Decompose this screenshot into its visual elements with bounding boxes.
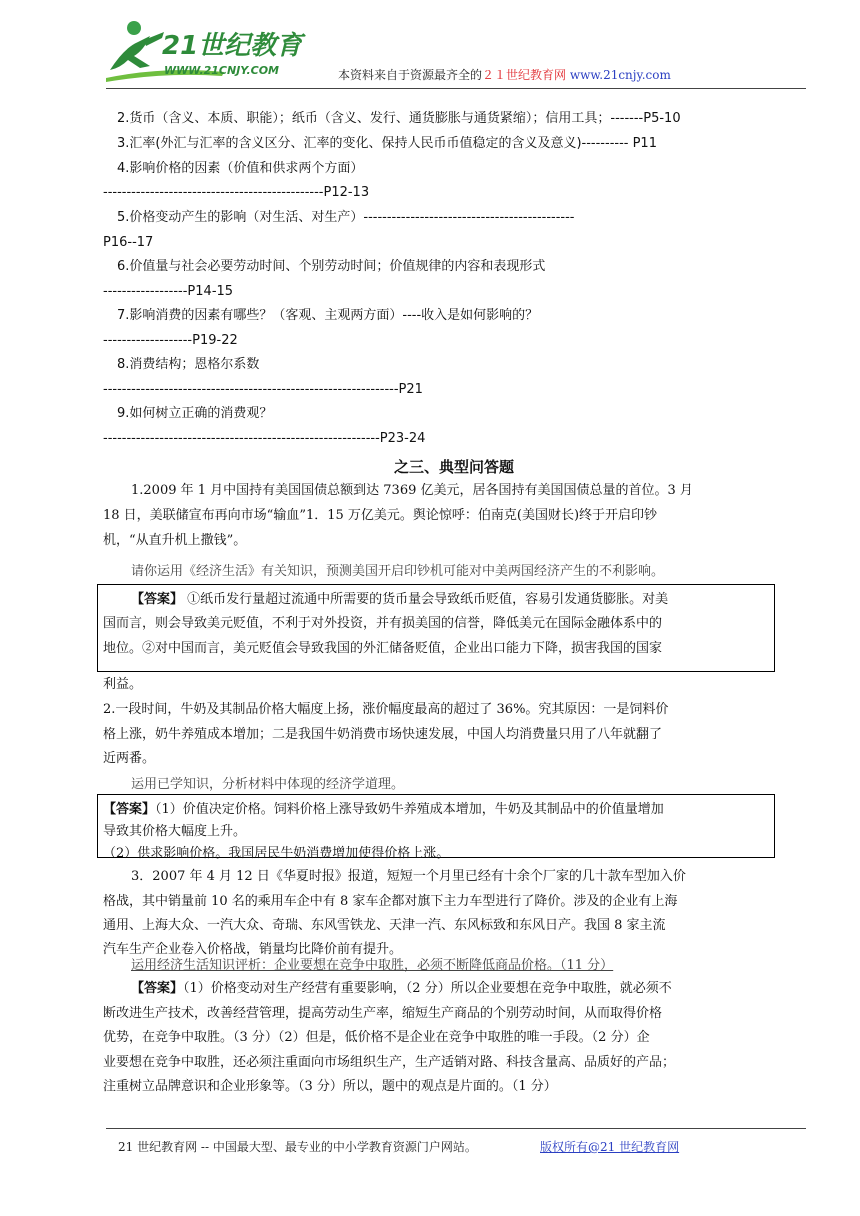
footer-site-description: 21 世纪教育网 -- 中国最大型、最专业的中小学教育资源门户网站。	[118, 1140, 477, 1154]
q2-answer-line-3: （2）供求影响价格。我国居民牛奶消费增加使得价格上涨。	[103, 846, 450, 861]
q3-answer-line-5: 注重树立品牌意识和企业形象等。（3 分）所以，题中的观点是片面的。（1 分）	[103, 1079, 557, 1094]
q2-answer-text-1: （1）价值决定价格。饲料价格上涨导致奶牛养殖成本增加，牛奶及其制品中的价值量增加	[155, 802, 664, 817]
q1-line-3: 机，“从直升机上撒钱”。	[103, 533, 247, 548]
outline-item-7-page: -------------------P19-22	[103, 333, 238, 348]
q1-question: 请你运用《经济生活》有关知识，预测美国开启印钞机可能对中美两国经济产生的不利影响。	[131, 564, 665, 579]
svg-text:WWW.21CNJY.COM: WWW.21CNJY.COM	[164, 64, 279, 77]
svg-text:21世纪教育: 21世纪教育	[162, 31, 303, 61]
outline-item-9-page: -----------------------------------------------------------P23-24	[103, 431, 426, 446]
q2-line-3: 近两番。	[103, 751, 156, 766]
q1-answer-line-2: 国而言，则会导致美元贬值，不利于对外投资，并有损美国的信誉，降低美元在国际金融体系中的	[103, 616, 663, 631]
outline-item-2: 2.货币（含义、本质、职能）；纸币（含义、发行、通货膨胀与通货紧缩）；信用工具；-------P5-10	[117, 111, 681, 126]
q3-answer-line-4: 业要想在竞争中取胜，还必须注重面向市场组织生产，生产适销对路、科技含量高、品质好的产品；	[103, 1055, 676, 1070]
outline-item-4-page: -----------------------------------------------P12-13	[103, 185, 370, 200]
q1-answer-line-4: 利益。	[103, 677, 143, 692]
page-header	[0, 0, 860, 100]
notice-brand: ２１世纪教育网	[482, 68, 567, 82]
q3-line-2: 格战，其中销量前 10 名的乘用车企中有 8 家车企都对旗下主力车型进行了降价。涉及的企业有上海	[103, 894, 678, 909]
footer-copyright-link[interactable]: 版权所有@21 世纪教育网	[540, 1140, 680, 1154]
outline-item-6-page: ------------------P14-15	[103, 284, 234, 299]
q3-answer-text-1: （1）价格变动对生产经营有重要影响，（2 分）所以企业要想在竞争中取胜，就必须不	[183, 981, 672, 996]
section-title: 之三、典型问答题	[393, 458, 514, 476]
notice-prefix: 本资料来自于资源最齐全的	[338, 68, 483, 82]
q3-answer-line-1	[131, 980, 672, 998]
outline-item-5: 5.价格变动产生的影响（对生活、对生产）---------------------------------------------	[117, 210, 575, 225]
outline-item-5-page: P16--17	[103, 235, 154, 250]
answer-label: 【答案】	[103, 802, 156, 817]
q1-answer-line-3: 地位。②对中国而言，美元贬值会导致我国的外汇储备贬值，企业出口能力下降，损害我国的国家	[103, 641, 663, 656]
outline-item-9: 9.如何树立正确的消费观？	[117, 406, 273, 421]
q3-line-1: 3．2007 年 4 月 12 日《华夏时报》报道，短短一个月里已经有十余个厂家的几十款车型加入价	[131, 869, 686, 884]
outline-item-3: 3.汇率(外汇与汇率的含义区分、汇率的变化、保持人民币币值稳定的含义及意义)---------- P11	[117, 136, 657, 151]
answer-label: 【答案】	[131, 981, 184, 996]
q3-answer-line-2: 断改进生产技术，改善经营管理，提高劳动生产率，缩短生产商品的个别劳动时间，从而取得价格	[103, 1006, 663, 1021]
q2-answer-line-2: 导致其价格大幅度上升。	[103, 824, 247, 839]
outline-item-8: 8.消费结构；恩格尔系数	[117, 357, 260, 372]
outline-item-4: 4.影响价格的因素（价值和供求两个方面）	[117, 161, 364, 176]
site-logo	[104, 18, 314, 84]
answer-label: 【答案】	[131, 592, 184, 607]
q2-line-1: 2.一段时间，牛奶及其制品价格大幅度上扬，涨价幅度最高的超过了 36%。究其原因：一是饲料价	[103, 702, 669, 717]
q2-answer-line-1	[103, 801, 664, 819]
q3-line-4: 汽车生产企业卷入价格战，销量均比降价前有提升。	[103, 942, 403, 957]
q2-question: 运用已学知识，分析材料中体现的经济学道理。	[131, 777, 405, 792]
q2-line-2: 格上涨，奶牛养殖成本增加；二是我国牛奶消费市场快速发展，中国人均消费量只用了八年就翻了	[103, 727, 663, 742]
q1-line-2: 18 日，美联储宣布再向市场“输血”1．15 万亿美元。舆论惊呼：伯南克(美国财长)终于开启印钞	[103, 508, 658, 523]
outline-item-6: 6.价值量与社会必要劳动时间、个别劳动时间；价值规律的内容和表现形式	[117, 259, 546, 274]
q3-question: 运用经济生活知识评析：企业要想在竞争中取胜，必须不断降低商品价格。（11 分）	[131, 958, 614, 973]
notice-url-link[interactable]: www.21cnjy.com	[569, 68, 671, 82]
q1-answer-text-1: ①纸币发行量超过流通中所需要的货币量会导致纸币贬值，容易引发通货膨胀。对美	[187, 592, 669, 607]
header-divider	[106, 88, 806, 89]
outline-item-7: 7.影响消费的因素有哪些？（客观、主观两方面）----收入是如何影响的？	[117, 308, 539, 323]
resource-notice	[338, 66, 671, 83]
footer-divider	[106, 1128, 806, 1129]
q1-line-1: 1.2009 年 1 月中国持有美国国债总额到达 7369 亿美元，居各国持有美国国债总量的首位。3 月	[131, 483, 693, 498]
q3-answer-line-3: 优势，在竞争中取胜。（3 分）（2）但是，低价格不是企业在竞争中取胜的唯一手段。（2 分）企	[103, 1030, 650, 1045]
q1-answer-line-1	[131, 591, 668, 609]
outline-item-8-page: ---------------------------------------------------------------P21	[103, 382, 423, 397]
q3-line-3: 通用、上海大众、一汽大众、奇瑞、东风雪铁龙、天津一汽、东风标致和东风日产。我国 8 家主流	[103, 918, 666, 933]
